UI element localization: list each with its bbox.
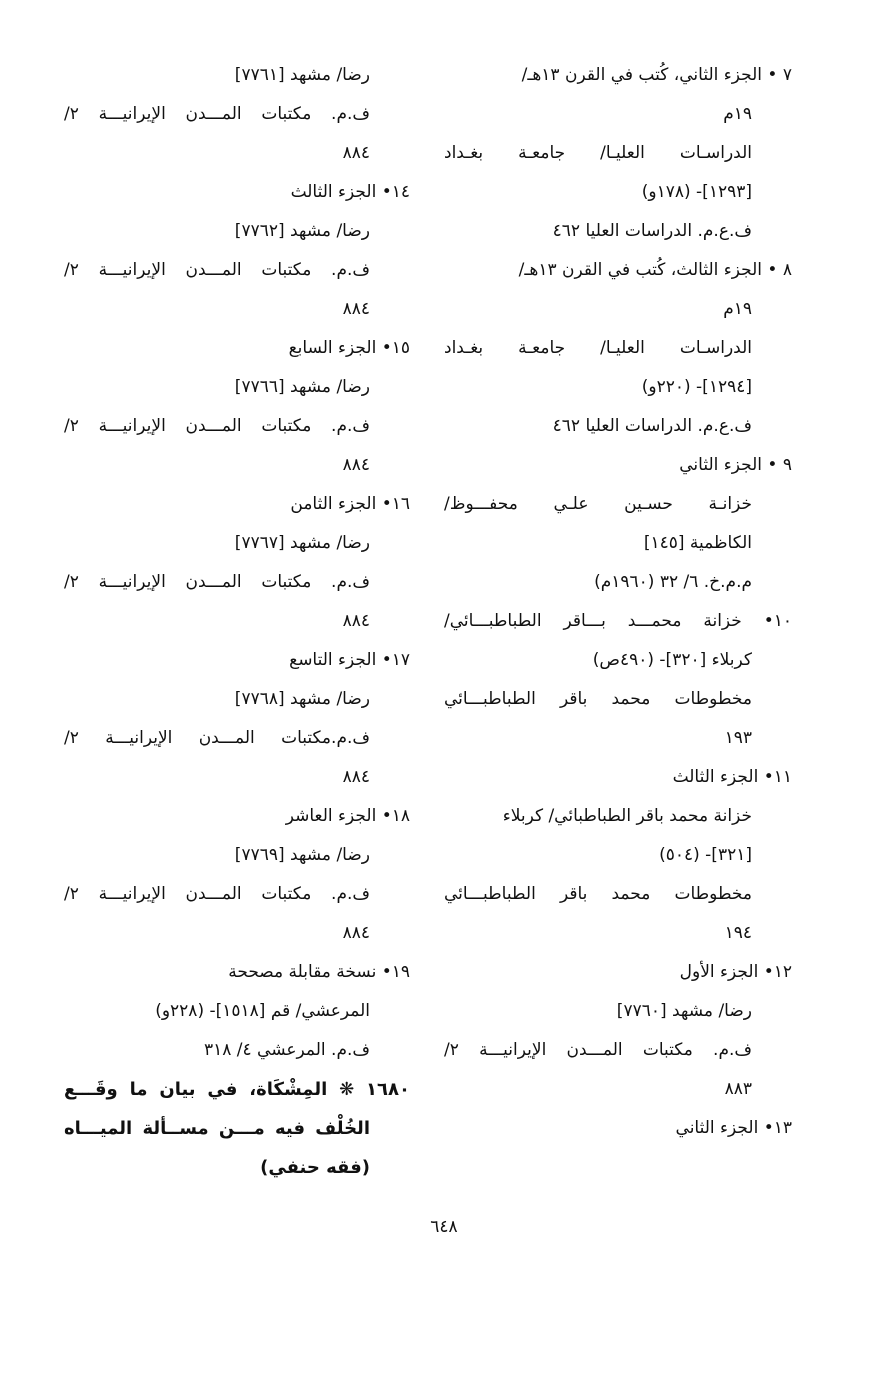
text-line: ١٩٤ <box>724 923 752 943</box>
text-line: الخُلْف فيه مـــن مســألة الميـــاه <box>64 1118 370 1139</box>
text-line: ف.ع.م. الدراسات العليا ٤٦٢ <box>552 416 752 436</box>
text-line: (فقه حنفي) <box>260 1157 370 1178</box>
text-line: ف.م. مكتبات المـــدن الإيرانيـــة ٢/ <box>64 104 370 124</box>
text-line: ١٣• الجزء الثاني <box>675 1118 792 1138</box>
text-line: ١٥• الجزء السابع <box>288 338 410 358</box>
text-line: ف.م. مكتبات المـــدن الإيرانيـــة ٢/ <box>444 1040 752 1060</box>
text-line: ١٩• نسخة مقابلة مصححة <box>228 962 410 982</box>
text-line: ١٤• الجزء الثالث <box>290 182 410 202</box>
text-line: رضا/ مشهد [٧٧٦٢] <box>234 221 370 241</box>
text-line: رضا/ مشهد [٧٧٦٦] <box>234 377 370 397</box>
right-column <box>444 56 792 1148</box>
text-line: ١٩م <box>723 299 752 319</box>
text-line: خزانة محمد باقر الطباطبائي/ كربلاء <box>502 806 752 826</box>
text-line: ف.م. مكتبات المـــدن الإيرانيـــة ٢/ <box>64 416 370 436</box>
text-line: مخطوطات محمد باقر الطباطبـــائي <box>444 884 752 904</box>
text-line: ف.م. مكتبات المـــدن الإيرانيـــة ٢/ <box>64 572 370 592</box>
text-line: ١٩م <box>723 104 752 124</box>
text-line: [٣٢١]- (٥٠٤) <box>659 845 752 865</box>
text-line: خزانـة حسـين علـي محفـــوظ/ <box>444 494 752 514</box>
text-line: ٨٨٣ <box>724 1079 752 1099</box>
text-line: ١٩٣ <box>724 728 752 748</box>
text-line: ٨٨٤ <box>342 923 370 943</box>
text-line: ٨٨٤ <box>342 455 370 475</box>
text-line: ٨ • الجزء الثالث، كُتب في القرن ١٣هـ/ <box>518 260 792 280</box>
text-line: ف.م. المرعشي ٤/ ٣١٨ <box>203 1040 370 1060</box>
text-line: رضا/ مشهد [٧٧٦٧] <box>234 533 370 553</box>
text-line: ١٠• خزانة محمـــد بـــاقر الطباطبـــائي/ <box>444 611 792 631</box>
text-line: ١٢• الجزء الأول <box>679 962 792 982</box>
text-line: الكاظمية [١٤٥] <box>643 533 752 553</box>
text-line: [١٢٩٤]- (٢٢٠و) <box>641 377 752 397</box>
left-column <box>64 56 410 1187</box>
text-line: رضا/ مشهد [٧٧٦١] <box>234 65 370 85</box>
text-line: ٩ • الجزء الثاني <box>679 455 792 475</box>
text-line: رضا/ مشهد [٧٧٦٠] <box>616 1001 752 1021</box>
text-line: ف.م. مكتبات المـــدن الإيرانيـــة ٢/ <box>64 884 370 904</box>
text-line: ١٨• الجزء العاشر <box>285 806 410 826</box>
text-line: [١٢٩٣]- (١٧٨و) <box>641 182 752 202</box>
text-line: كربلاء [٣٢٠]- (٤٩٠ص) <box>592 650 752 670</box>
text-line: ف.ع.م. الدراسات العليا ٤٦٢ <box>552 221 752 241</box>
text-line: ٨٨٤ <box>342 611 370 631</box>
text-line: ٨٨٤ <box>342 767 370 787</box>
text-line: رضا/ مشهد [٧٧٦٩] <box>234 845 370 865</box>
text-line: ٨٨٤ <box>342 299 370 319</box>
text-line: الدراسـات العليـا/ جامعـة بغـداد <box>444 143 752 163</box>
text-line: رضا/ مشهد [٧٧٦٨] <box>234 689 370 709</box>
page-number: ٦٤٨ <box>430 1217 458 1237</box>
text-line: المرعشي/ قم [١٥١٨]- (٢٢٨و) <box>155 1001 370 1021</box>
text-line: ١٦٨٠ ❋ المِشْكَاة، في بيان ما وقَـــع <box>64 1079 410 1100</box>
text-line: م.م.خ. ٦/ ٣٢ (١٩٦٠م) <box>594 572 752 592</box>
text-line: ١٧• الجزء التاسع <box>289 650 410 670</box>
text-line: ١٦• الجزء الثامن <box>290 494 410 514</box>
text-line: ف.م. مكتبات المـــدن الإيرانيـــة ٢/ <box>64 260 370 280</box>
text-line: مخطوطات محمد باقر الطباطبـــائي <box>444 689 752 709</box>
text-line: ١١• الجزء الثالث <box>672 767 792 787</box>
text-line: ٧ • الجزء الثاني، كُتب في القرن ١٣هـ/ <box>521 65 792 85</box>
text-line: ف.م.مكتبات المـــدن الإيرانيـــة ٢/ <box>64 728 370 748</box>
text-line: الدراسـات العليـا/ جامعـة بغـداد <box>444 338 752 358</box>
text-line: ٨٨٤ <box>342 143 370 163</box>
